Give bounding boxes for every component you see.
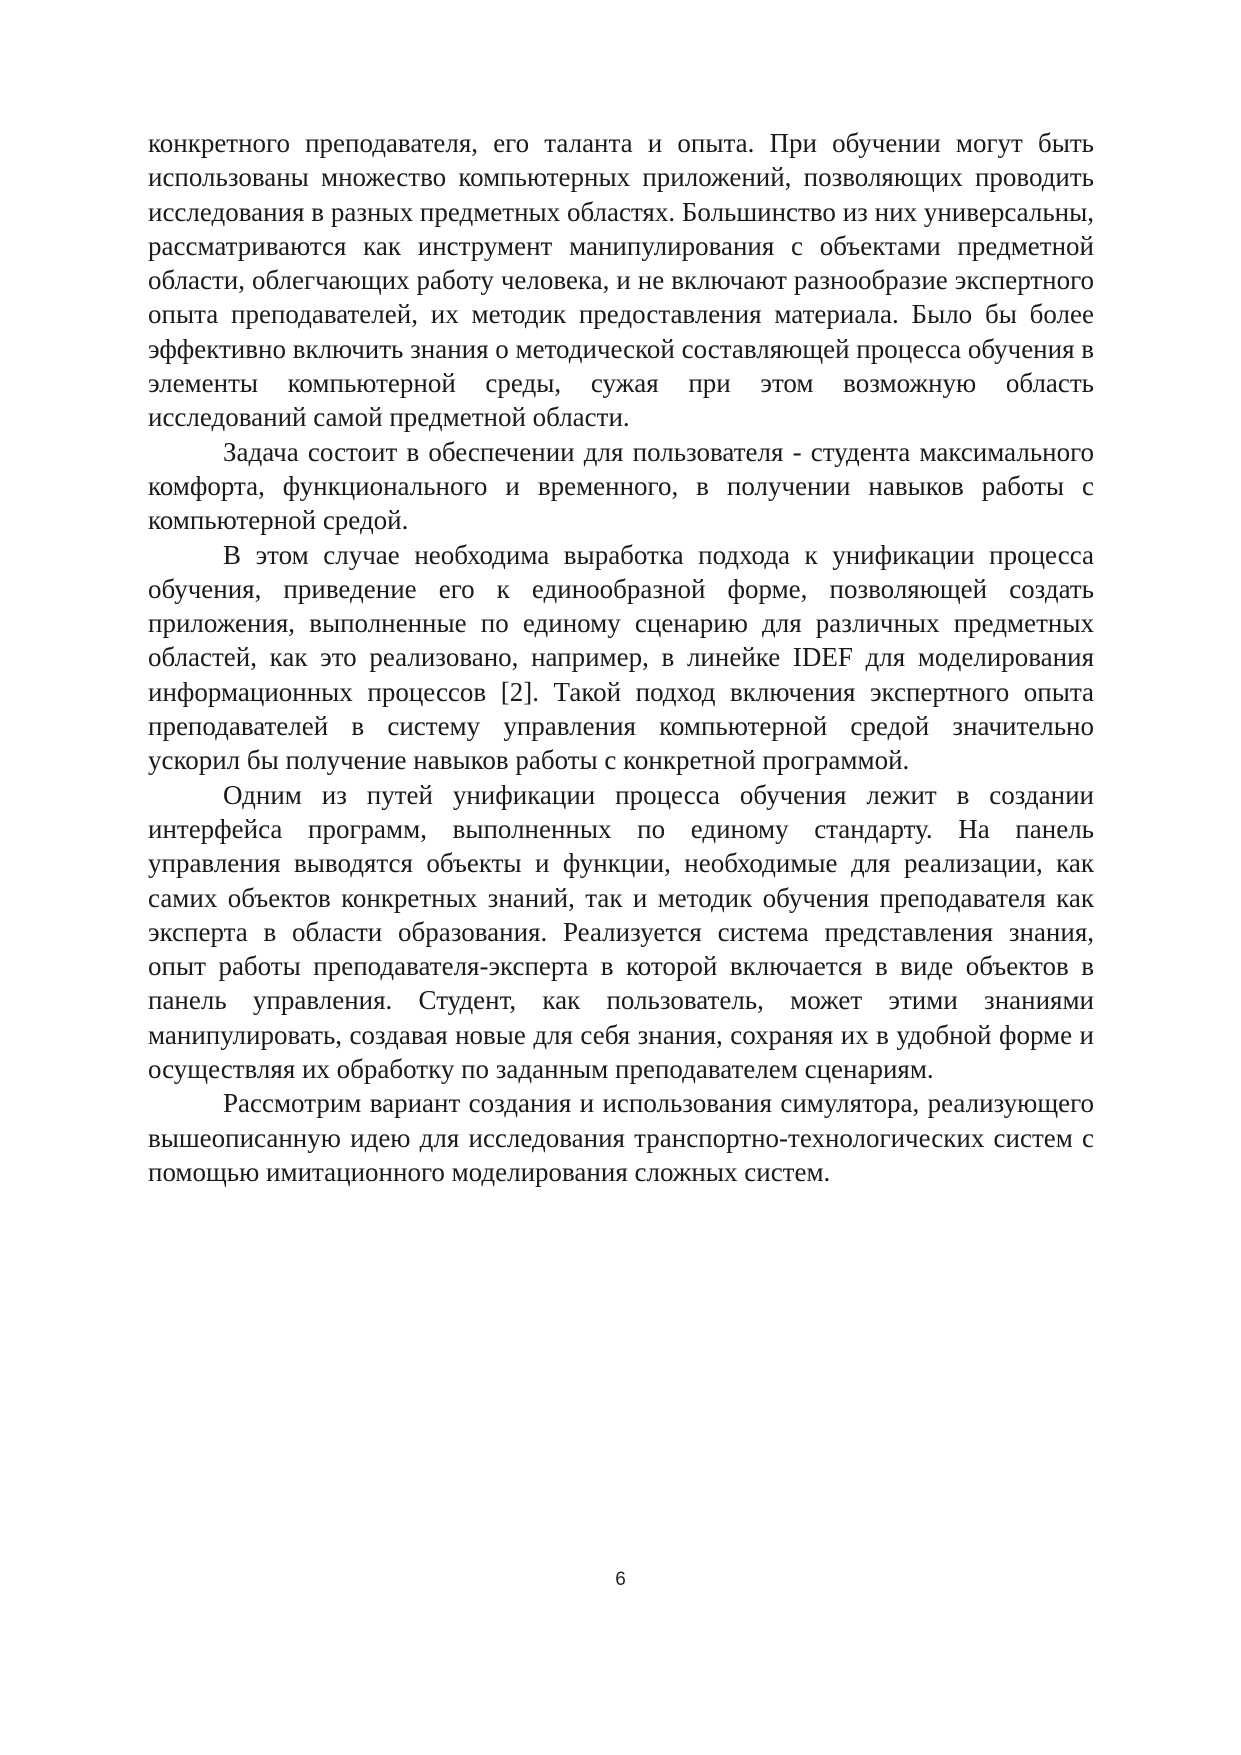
- paragraph-2: Задача состоит в обеспечении для пользователя - студента максимального комфорта, функционального и временного, в получении навыков работы с компьютерной средой.: [148, 436, 1094, 536]
- paragraph-3: В этом случае необходима выработка подхода к унификации процесса обучения, приведение его к единообразной форме, позволяющей создать приложения, выполненные по единому сценарию для различных предметных областей, как это реализовано, например, в линейке IDEF для моделирования информационных процессов [2]. Такой подход включения экспертного опыта преподавателей в систему управления компьютерной средой значительно ускорил бы получение навыков работы с конкретной программой.: [148, 539, 1094, 776]
- page-number: 6: [615, 1569, 626, 1590]
- body-text: [148, 126, 1094, 1189]
- paragraph-5: Рассмотрим вариант создания и использования симулятора, реализующего вышеописанную идею для исследования транспортно-технологических систем с помощью имитационного моделирования сложных систем.: [148, 1088, 1094, 1187]
- paragraph-1: конкретного преподавателя, его таланта и опыта. При обучении могут быть использованы множество компьютерных приложений, позволяющих проводить исследования в разных предметных областях. Большинство из них универсальны, рассматриваются как инструмент манипулирования с объектами предметной области, облегчающих работу человека, и не включают разнообразие экспертного опыта преподавателей, их методик предоставления материала. Было бы более эффективно включить знания о методической составляющей процесса обучения в элементы компьютерной среды, сужая при этом возможную область исследований самой предметной области.: [148, 128, 1094, 433]
- paragraph-4: Одним из путей унификации процесса обучения лежит в создании интерфейса программ, выполненных по единому стандарту. На панель управления выводятся объекты и функции, необходимые для реализации, как самих объектов конкретных знаний, так и методик обучения преподавателя как эксперта в области образования. Реализуется система представления знания, опыт работы преподавателя-эксперта в которой включается в виде объектов в панель управления. Студент, как пользователь, может этими знаниями манипулировать, создавая новые для себя знания, сохраняя их в удобной форме и осуществляя их обработку по заданным преподавателем сценариям.: [148, 779, 1094, 1085]
